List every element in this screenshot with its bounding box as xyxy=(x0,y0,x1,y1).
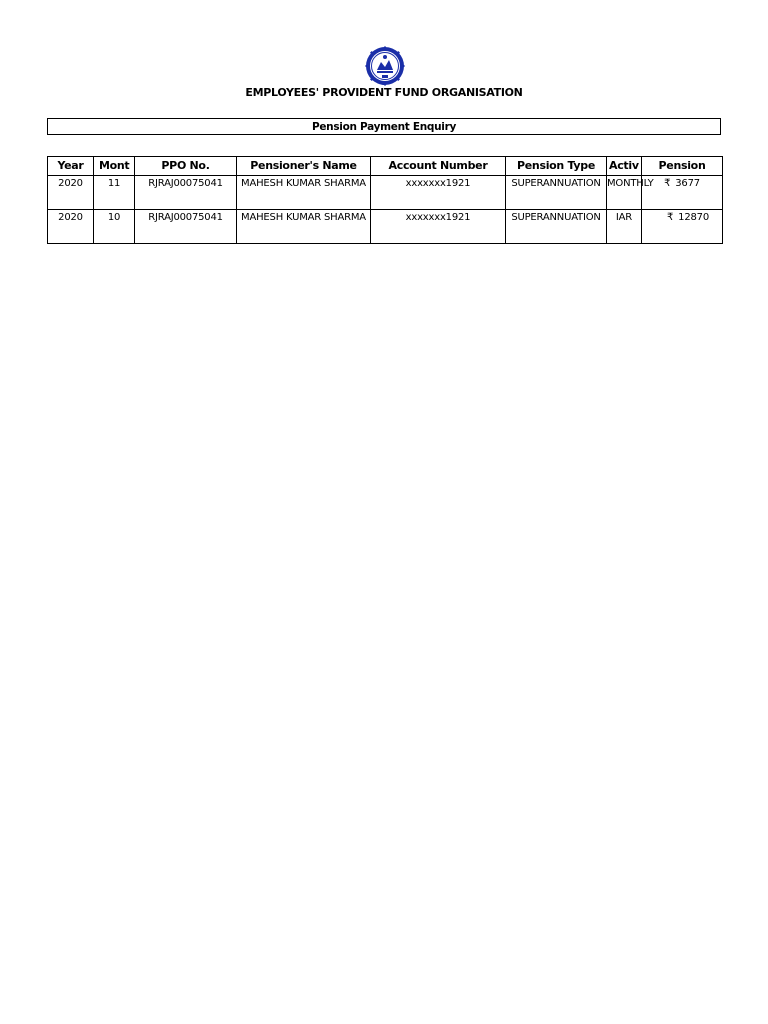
rupee-symbol: ₹ xyxy=(667,212,674,223)
epfo-logo xyxy=(365,46,405,86)
cell-account: xxxxxxx1921 xyxy=(371,210,506,244)
cell-pension-type: SUPERANNUATION xyxy=(506,176,607,210)
rupee-symbol: ₹ xyxy=(664,178,671,189)
table-row xyxy=(48,210,723,244)
cell-ppo: RJRAJ00075041 xyxy=(135,176,237,210)
column-header-active: Activ xyxy=(607,157,642,176)
cell-year: 2020 xyxy=(48,176,94,210)
pension-value: 3677 xyxy=(675,178,700,189)
cell-year: 2020 xyxy=(48,210,94,244)
cell-ppo: RJRAJ00075041 xyxy=(135,210,237,244)
cell-active: MONTHLY xyxy=(607,176,642,210)
cell-name: MAHESH KUMAR SHARMA xyxy=(237,210,371,244)
enquiry-heading: Pension Payment Enquiry xyxy=(47,118,721,135)
cell-month: 11 xyxy=(94,176,135,210)
column-header-pension: Pension xyxy=(642,157,723,176)
pension-payment-table xyxy=(47,156,723,244)
cell-pension-type: SUPERANNUATION xyxy=(506,210,607,244)
cell-pension-amount xyxy=(642,210,723,244)
table-header-row xyxy=(48,157,723,176)
column-header-ppo: PPO No. xyxy=(135,157,237,176)
column-header-year: Year xyxy=(48,157,94,176)
cell-month: 10 xyxy=(94,210,135,244)
column-header-type: Pension Type xyxy=(506,157,607,176)
cell-name: MAHESH KUMAR SHARMA xyxy=(237,176,371,210)
column-header-month: Mont xyxy=(94,157,135,176)
table-row xyxy=(48,176,723,210)
cell-account: xxxxxxx1921 xyxy=(371,176,506,210)
cell-active: IAR xyxy=(607,210,642,244)
column-header-name: Pensioner's Name xyxy=(237,157,371,176)
organisation-title: EMPLOYEES' PROVIDENT FUND ORGANISATION xyxy=(245,86,523,99)
pension-value: 12870 xyxy=(678,212,709,223)
column-header-account: Account Number xyxy=(371,157,506,176)
epfo-emblem-icon xyxy=(365,46,405,86)
